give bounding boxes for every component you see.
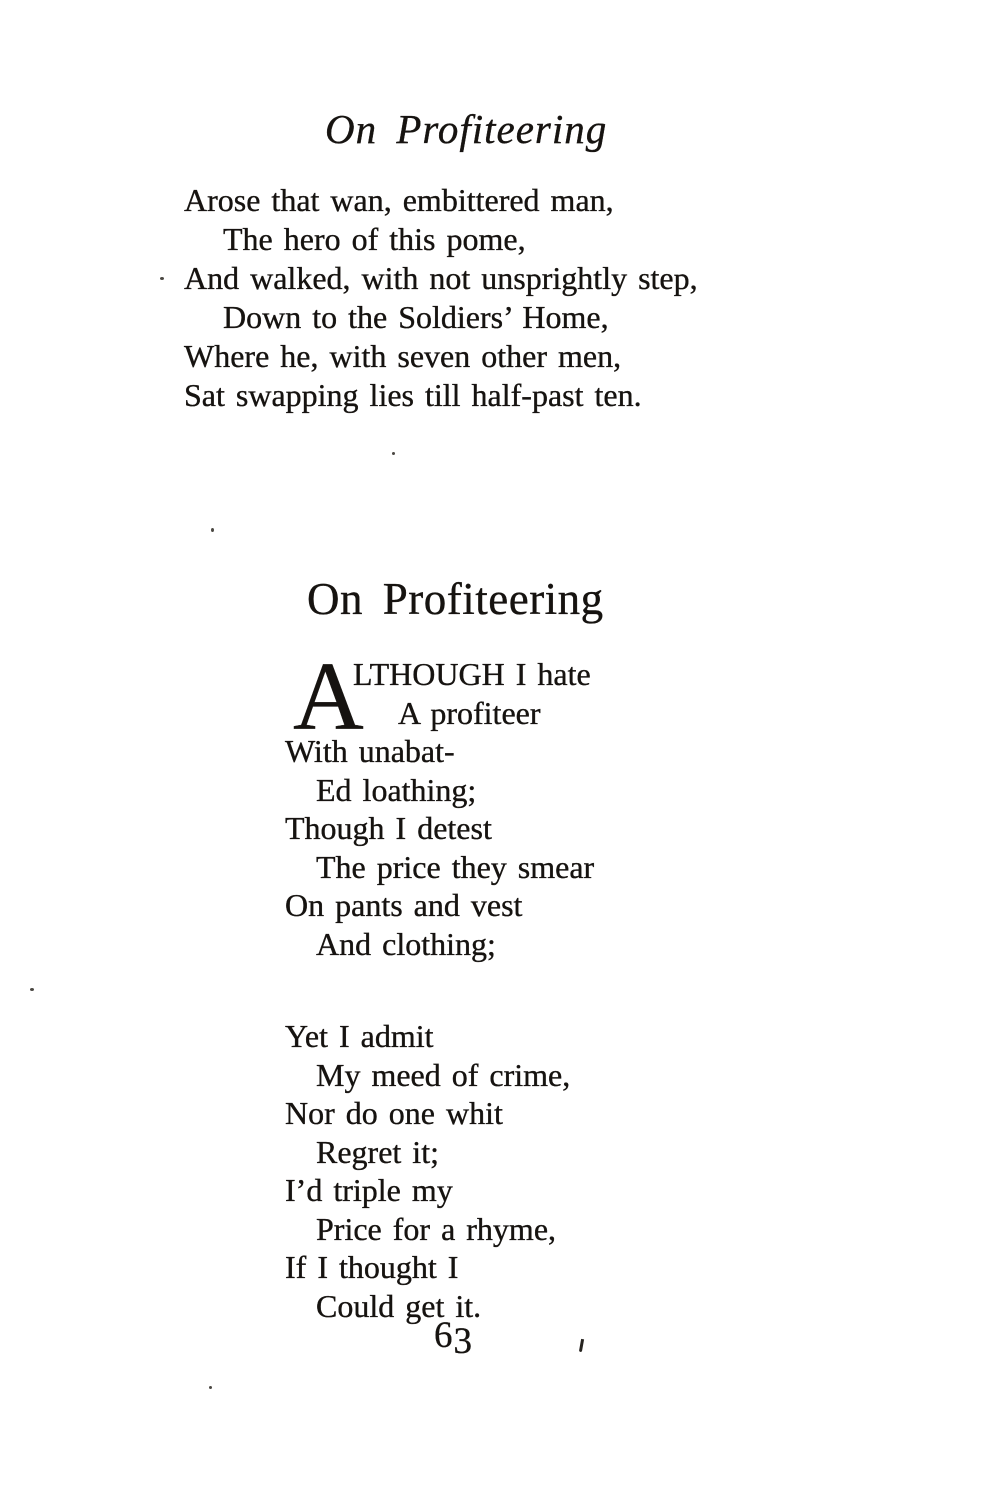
- main-poem-body: [285, 655, 594, 1325]
- poem-title: On Profiteering: [307, 574, 604, 624]
- poem-line: Where he, with seven other men,: [184, 338, 622, 374]
- poem-line: Ed loathing;: [316, 771, 477, 808]
- poem-line: I’d triple my: [285, 1172, 453, 1208]
- poem-line: And clothing;: [316, 925, 496, 962]
- poem-line: Yet I admit: [285, 1018, 434, 1054]
- poem-line: Down to the Soldiers’ Home,: [223, 299, 609, 335]
- poem-line: Though I detest: [285, 810, 492, 846]
- poem-line: Price for a rhyme,: [316, 1210, 557, 1247]
- poem-line: Nor do one whit: [285, 1095, 503, 1131]
- scan-speck: [160, 277, 164, 280]
- intro-poem-stanza: [184, 181, 698, 415]
- poem-line: With unabat-: [285, 733, 455, 769]
- scan-speck: [209, 1386, 212, 1389]
- scan-speck: [392, 452, 395, 455]
- poem-line: Arose that wan, embittered man,: [184, 182, 614, 218]
- poem-line: A profiteer: [398, 694, 541, 731]
- poem-line: Could get it.: [316, 1287, 482, 1324]
- poem-line: On pants and vest: [285, 887, 523, 923]
- scan-speck: [30, 988, 34, 991]
- scan-stray-mark: [579, 1339, 584, 1352]
- poem-line: My meed of crime,: [316, 1056, 571, 1093]
- poem-line: Sat swapping lies till half-past ten.: [184, 377, 642, 413]
- poem-line: If I thought I: [285, 1249, 459, 1285]
- poem-line: The hero of this pome,: [223, 221, 526, 257]
- poem-line: LTHOUGH I hate: [353, 656, 591, 692]
- drop-cap-letter: A: [293, 643, 364, 751]
- scan-speck: [211, 528, 214, 532]
- poem-line: The price they smear: [316, 848, 595, 885]
- running-header: On Profiteering: [325, 106, 608, 152]
- page-number: 63: [434, 1315, 473, 1362]
- poem-line: Regret it;: [316, 1133, 439, 1170]
- poem-line: And walked, with not unsprightly step,: [184, 260, 698, 296]
